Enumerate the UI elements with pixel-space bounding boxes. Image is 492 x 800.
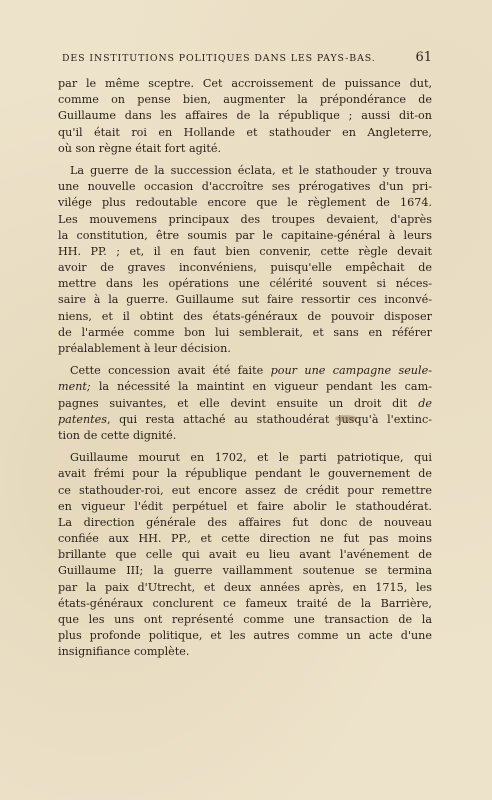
text-line [58,396,432,412]
text-line: comme on pense bien, augmenter la prépondérance de [58,93,432,107]
text-line: préalablement à leur décision. [58,342,231,355]
text-line: par le même sceptre. Cet accroissement de puissance dut, [58,77,432,90]
text-line: avait frémi pour la république pendant le gouvernement de [58,467,432,481]
text-line: tion de cette dignité. [58,428,177,442]
text-line [58,379,432,395]
text-line: ce stathouder-roi, eut encore assez de crédit pour remettre [58,483,432,497]
italic-run: pour une campagne seule- [270,364,432,378]
italic-run: patentes [58,412,108,426]
running-title: DES INSTITUTIONS POLITIQUES DANS LES PAYS-BAS. [62,53,376,64]
text-line: vilége plus redoutable encore que le règlement de 1674. [58,196,432,210]
text-line: avoir de graves inconvéniens, puisqu'elle empêchait de [58,261,432,275]
italic-run: ment; [58,380,91,394]
page-header [62,50,432,65]
text-line: confiée aux HH. PP., et cette direction ne fut pas moins [58,532,432,546]
text-line: états-généraux conclurent ce fameux traité de la Barrière, [58,596,432,610]
italic-run: de [418,396,432,410]
text-line: une nouvelle occasion d'accroître ses prérogatives d'un pri- [58,180,432,194]
text-line: niens, et il obtint des états-généraux de pouvoir disposer [58,309,432,323]
text-run: pagnes suivantes, et elle devint ensuite un droit dit [58,396,419,410]
text-line: de l'armée comme bon lui semblerait, et sans en référer [58,325,432,339]
text-line: La direction générale des affaires fut donc de nouveau [58,515,432,529]
text-line [58,363,432,379]
text-line: La guerre de la succession éclata, et le stathouder y trouva [70,163,432,177]
text-line [58,412,432,428]
text-line: insignifiance complète. [58,645,190,659]
text-line: où son règne était fort agité. [58,141,222,155]
text-body [58,76,432,661]
text-line: la constitution, être soumis par le capitaine-général à leurs [58,228,432,242]
text-line: par la paix d'Utrecht, et deux années après, en 1715, les [58,580,432,594]
text-line: Guillaume III; la guerre vaillamment soutenue se termina [58,564,432,578]
text-line: en vigueur l'édit perpétuel et faire abolir le stathoudérat. [58,499,432,513]
text-line: saire à la guerre. Guillaume sut faire ressortir ces inconvé- [58,293,432,307]
text-line: HH. PP. ; et, il en faut bien convenir, cette règle devait [58,244,432,258]
text-line: plus profonde politique, et les autres comme un acte d'une [58,629,432,643]
text-line: Guillaume dans les affaires de la république ; aussi dit-on [58,109,432,123]
text-line: qu'il était roi en Hollande et stathouder en Angleterre, [58,125,432,139]
text-line: Guillaume mourut en 1702, et le parti patriotique, qui [70,451,432,465]
text-line: Les mouvemens principaux des troupes devaient, d'après [58,212,432,226]
page-number: 61 [415,50,432,65]
text-run: la nécessité la maintint en vigueur pendant les cam- [90,380,432,394]
text-line: que les uns ont représenté comme une transaction de la [58,613,432,626]
text-line: brillante que celle qui avait eu lieu avant l'avénement de [58,548,432,562]
text-run: Cette concession avait été faite [70,364,271,378]
ink-stain [335,415,357,422]
text-line: mettre dans les opérations une célérité souvent si néces- [58,277,432,291]
text-run: , qui resta attaché au stathoudérat jusqu'à l'extinc- [107,412,432,426]
